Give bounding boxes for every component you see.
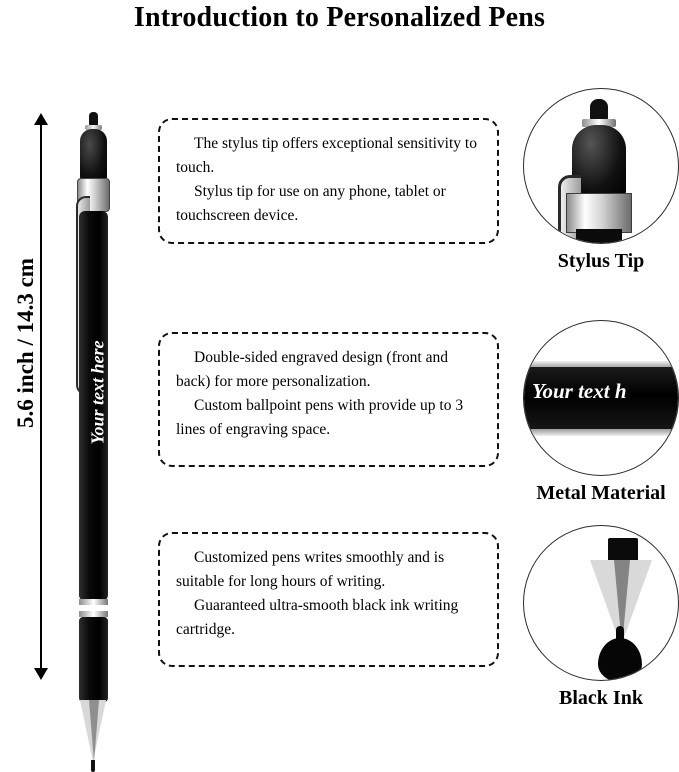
chrome-ring-middle-a-shape bbox=[79, 599, 108, 605]
metal-collar-zoom-shape bbox=[566, 193, 632, 233]
detail-metal-material bbox=[523, 320, 679, 505]
pen-length-dimension-arrow bbox=[40, 124, 42, 669]
detail-black-ink bbox=[523, 525, 679, 710]
detail-circle-stylus-tip bbox=[523, 88, 679, 244]
pen-barrel-lower-shape bbox=[79, 617, 108, 702]
callout-writing bbox=[158, 532, 499, 667]
callout-line: Stylus tip for use on any phone, tablet or touchscreen device. bbox=[176, 183, 446, 225]
callout-stylus-tip bbox=[158, 118, 499, 244]
stylus-tip-zoom-shape bbox=[590, 99, 608, 121]
pen-nib-shape bbox=[91, 760, 95, 772]
pen-cap-shape bbox=[80, 129, 107, 181]
stylus-tip-shape bbox=[89, 112, 98, 126]
detail-caption-black-ink: Black Ink bbox=[559, 687, 643, 709]
detail-stylus-tip bbox=[523, 88, 679, 273]
pen-illustration bbox=[62, 112, 124, 677]
barrel-highlight-bottom-shape bbox=[524, 429, 679, 436]
callout-line: The stylus tip offers exceptional sensitivity to touch. bbox=[176, 135, 477, 177]
pen-length-label: 5.6 inch / 14.3 cm bbox=[13, 258, 38, 428]
callout-line: Customized pens writes smoothly and is suitable for long hours of writing. bbox=[176, 549, 445, 591]
callout-line: Guaranteed ultra-smooth black ink writing cartridge. bbox=[176, 597, 459, 639]
callout-line: Custom ballpoint pens with provide up to 3 lines of engraving space. bbox=[176, 397, 464, 439]
detail-circle-black-ink bbox=[523, 525, 679, 681]
detail-circle-metal-material bbox=[523, 320, 679, 476]
pen-barrel-zoom-shape bbox=[576, 229, 622, 244]
detail-caption-metal-material: Metal Material bbox=[536, 482, 666, 504]
callout-engraving bbox=[158, 332, 499, 467]
pen-engraving-text: Your text here bbox=[87, 340, 108, 445]
detail-caption-stylus-tip: Stylus Tip bbox=[557, 250, 645, 272]
page-title: Introduction to Personalized Pens bbox=[133, 2, 546, 33]
engraving-zoom-text: Your text h bbox=[532, 379, 627, 403]
pen-cone-shadow-shape bbox=[89, 700, 99, 762]
callout-line: Double-sided engraved design (front and back) for more personalization. bbox=[176, 349, 448, 391]
cartridge-cap-shape bbox=[608, 538, 638, 562]
